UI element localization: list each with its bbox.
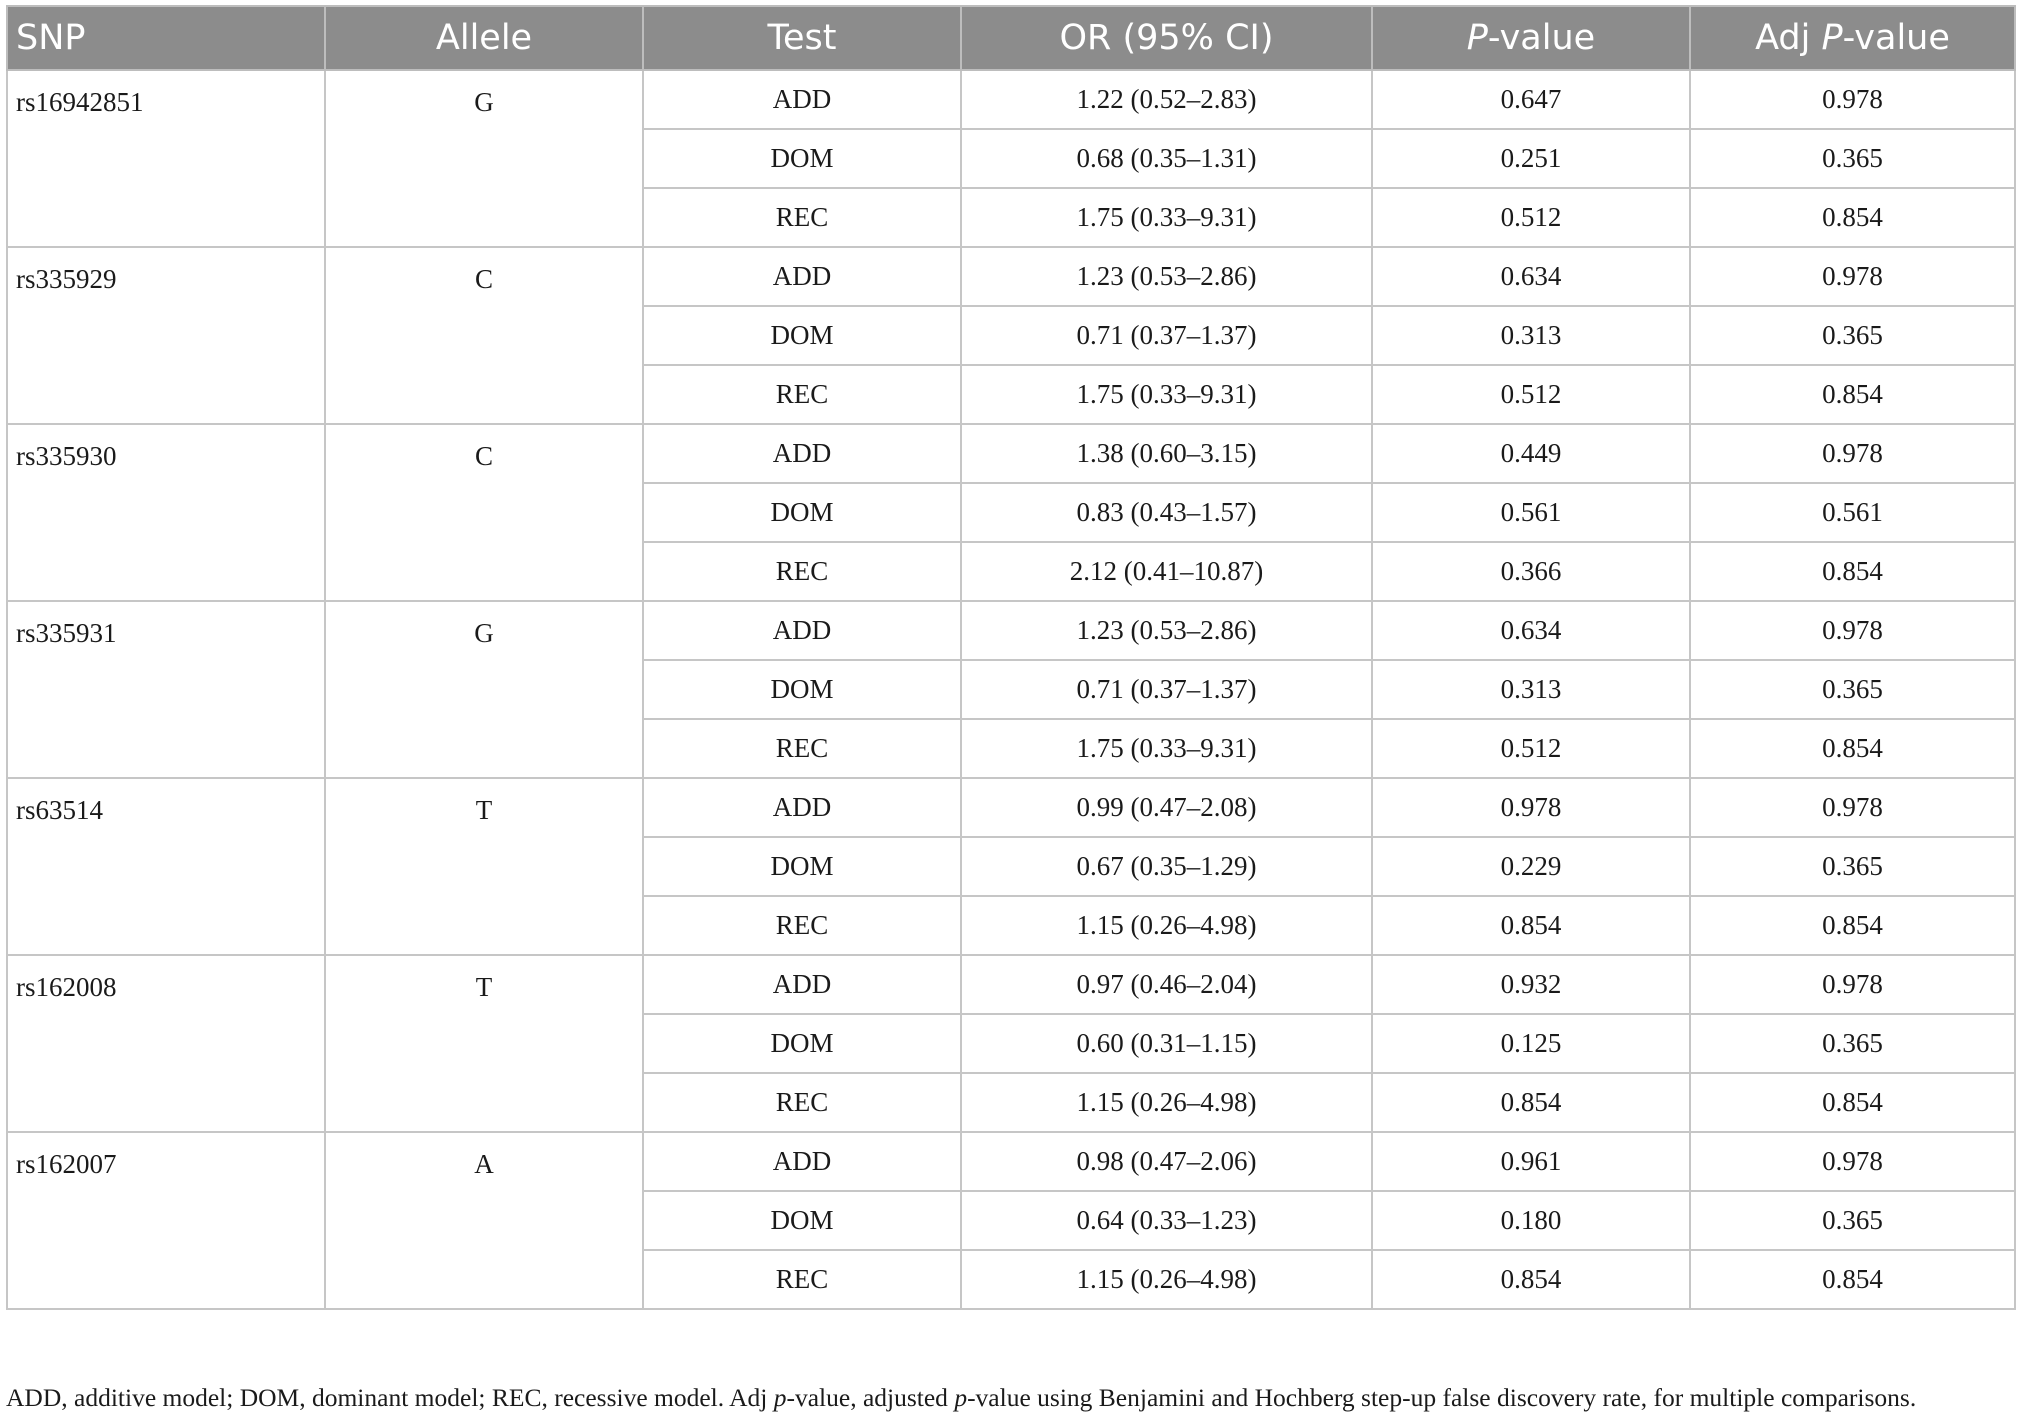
test-cell: REC — [643, 896, 961, 955]
test-cell: ADD — [643, 424, 961, 483]
p-value-cell: 0.978 — [1372, 778, 1690, 837]
or-ci-cell: 1.23 (0.53–2.86) — [961, 247, 1372, 306]
header-adj-prefix: Adj — [1755, 18, 1822, 58]
table-row — [7, 1132, 2015, 1191]
test-cell: DOM — [643, 483, 961, 542]
footnote-italic1: p — [773, 1383, 787, 1412]
p-value-cell: 0.125 — [1372, 1014, 1690, 1073]
allele-cell: C — [325, 424, 643, 601]
p-value-cell: 0.313 — [1372, 660, 1690, 719]
allele-cell: G — [325, 601, 643, 778]
test-cell: DOM — [643, 1014, 961, 1073]
p-value-cell: 0.449 — [1372, 424, 1690, 483]
adj-p-value-cell: 0.854 — [1690, 365, 2015, 424]
snp-cell: rs16942851 — [7, 70, 325, 247]
adj-p-value-cell: 0.854 — [1690, 188, 2015, 247]
test-cell: ADD — [643, 778, 961, 837]
header-snp: SNP — [7, 6, 325, 70]
results-table-container — [6, 5, 2014, 1310]
test-cell: REC — [643, 365, 961, 424]
p-value-cell: 0.251 — [1372, 129, 1690, 188]
p-value-cell: 0.634 — [1372, 601, 1690, 660]
test-cell: REC — [643, 188, 961, 247]
or-ci-cell: 0.68 (0.35–1.31) — [961, 129, 1372, 188]
table-row — [7, 70, 2015, 129]
snp-cell: rs335931 — [7, 601, 325, 778]
p-value-cell: 0.854 — [1372, 1073, 1690, 1132]
test-cell: ADD — [643, 70, 961, 129]
p-value-cell: 0.561 — [1372, 483, 1690, 542]
snp-association-table — [6, 5, 2016, 1310]
adj-p-value-cell: 0.854 — [1690, 896, 2015, 955]
test-cell: REC — [643, 1250, 961, 1309]
allele-cell: A — [325, 1132, 643, 1309]
test-cell: ADD — [643, 601, 961, 660]
test-cell: DOM — [643, 1191, 961, 1250]
header-test: Test — [643, 6, 961, 70]
allele-cell: T — [325, 778, 643, 955]
adj-p-value-cell: 0.978 — [1690, 424, 2015, 483]
adj-p-value-cell: 0.365 — [1690, 1014, 2015, 1073]
header-p-italic: P — [1466, 18, 1488, 58]
table-row — [7, 778, 2015, 837]
test-cell: DOM — [643, 837, 961, 896]
adj-p-value-cell: 0.978 — [1690, 247, 2015, 306]
adj-p-value-cell: 0.978 — [1690, 778, 2015, 837]
header-p-value — [1372, 6, 1690, 70]
or-ci-cell: 1.15 (0.26–4.98) — [961, 896, 1372, 955]
adj-p-value-cell: 0.854 — [1690, 1073, 2015, 1132]
test-cell: ADD — [643, 955, 961, 1014]
p-value-cell: 0.512 — [1372, 188, 1690, 247]
or-ci-cell: 0.97 (0.46–2.04) — [961, 955, 1372, 1014]
footnote-italic2: p — [954, 1383, 968, 1412]
or-ci-cell: 1.75 (0.33–9.31) — [961, 365, 1372, 424]
test-cell: ADD — [643, 247, 961, 306]
or-ci-cell: 1.22 (0.52–2.83) — [961, 70, 1372, 129]
test-cell: DOM — [643, 306, 961, 365]
adj-p-value-cell: 0.365 — [1690, 660, 2015, 719]
p-value-cell: 0.512 — [1372, 719, 1690, 778]
test-cell: ADD — [643, 1132, 961, 1191]
footnote-part3: -value using Benjamini and Hochberg step-up false discovery rate, for multiple comparisons. — [967, 1383, 1917, 1412]
test-cell: REC — [643, 542, 961, 601]
adj-p-value-cell: 0.978 — [1690, 1132, 2015, 1191]
table-row — [7, 247, 2015, 306]
test-cell: DOM — [643, 660, 961, 719]
snp-cell: rs162007 — [7, 1132, 325, 1309]
allele-cell: T — [325, 955, 643, 1132]
table-footnote — [6, 1383, 2016, 1413]
header-or: OR (95% CI) — [961, 6, 1372, 70]
or-ci-cell: 0.67 (0.35–1.29) — [961, 837, 1372, 896]
adj-p-value-cell: 0.854 — [1690, 542, 2015, 601]
or-ci-cell: 2.12 (0.41–10.87) — [961, 542, 1372, 601]
adj-p-value-cell: 0.365 — [1690, 1191, 2015, 1250]
or-ci-cell: 1.23 (0.53–2.86) — [961, 601, 1372, 660]
snp-cell: rs335930 — [7, 424, 325, 601]
or-ci-cell: 1.15 (0.26–4.98) — [961, 1250, 1372, 1309]
test-cell: REC — [643, 719, 961, 778]
snp-cell: rs162008 — [7, 955, 325, 1132]
adj-p-value-cell: 0.978 — [1690, 601, 2015, 660]
adj-p-value-cell: 0.365 — [1690, 306, 2015, 365]
footnote-part2: -value, adjusted — [786, 1383, 955, 1412]
header-row — [7, 6, 2015, 70]
table-row — [7, 955, 2015, 1014]
or-ci-cell: 0.98 (0.47–2.06) — [961, 1132, 1372, 1191]
adj-p-value-cell: 0.854 — [1690, 719, 2015, 778]
footnote-part1: ADD, additive model; DOM, dominant model; REC, recessive model. Adj — [6, 1383, 774, 1412]
or-ci-cell: 0.83 (0.43–1.57) — [961, 483, 1372, 542]
or-ci-cell: 0.64 (0.33–1.23) — [961, 1191, 1372, 1250]
test-cell: DOM — [643, 129, 961, 188]
adj-p-value-cell: 0.854 — [1690, 1250, 2015, 1309]
or-ci-cell: 1.75 (0.33–9.31) — [961, 188, 1372, 247]
p-value-cell: 0.961 — [1372, 1132, 1690, 1191]
adj-p-value-cell: 0.978 — [1690, 955, 2015, 1014]
p-value-cell: 0.313 — [1372, 306, 1690, 365]
header-p-rest: -value — [1487, 18, 1596, 58]
p-value-cell: 0.634 — [1372, 247, 1690, 306]
adj-p-value-cell: 0.978 — [1690, 70, 2015, 129]
adj-p-value-cell: 0.365 — [1690, 129, 2015, 188]
table-row — [7, 601, 2015, 660]
allele-cell: C — [325, 247, 643, 424]
allele-cell: G — [325, 70, 643, 247]
or-ci-cell: 0.60 (0.31–1.15) — [961, 1014, 1372, 1073]
test-cell: REC — [643, 1073, 961, 1132]
or-ci-cell: 0.71 (0.37–1.37) — [961, 306, 1372, 365]
header-adj-rest: -value — [1842, 18, 1950, 58]
p-value-cell: 0.854 — [1372, 896, 1690, 955]
p-value-cell: 0.512 — [1372, 365, 1690, 424]
or-ci-cell: 0.99 (0.47–2.08) — [961, 778, 1372, 837]
table-row — [7, 424, 2015, 483]
p-value-cell: 0.854 — [1372, 1250, 1690, 1309]
or-ci-cell: 1.75 (0.33–9.31) — [961, 719, 1372, 778]
p-value-cell: 0.647 — [1372, 70, 1690, 129]
snp-cell: rs335929 — [7, 247, 325, 424]
p-value-cell: 0.229 — [1372, 837, 1690, 896]
adj-p-value-cell: 0.365 — [1690, 837, 2015, 896]
p-value-cell: 0.366 — [1372, 542, 1690, 601]
header-adj-italic: P — [1821, 18, 1843, 58]
or-ci-cell: 1.15 (0.26–4.98) — [961, 1073, 1372, 1132]
snp-cell: rs63514 — [7, 778, 325, 955]
adj-p-value-cell: 0.561 — [1690, 483, 2015, 542]
or-ci-cell: 1.38 (0.60–3.15) — [961, 424, 1372, 483]
header-allele: Allele — [325, 6, 643, 70]
or-ci-cell: 0.71 (0.37–1.37) — [961, 660, 1372, 719]
table-body — [7, 70, 2015, 1309]
header-adj-p-value — [1690, 6, 2015, 70]
p-value-cell: 0.180 — [1372, 1191, 1690, 1250]
p-value-cell: 0.932 — [1372, 955, 1690, 1014]
